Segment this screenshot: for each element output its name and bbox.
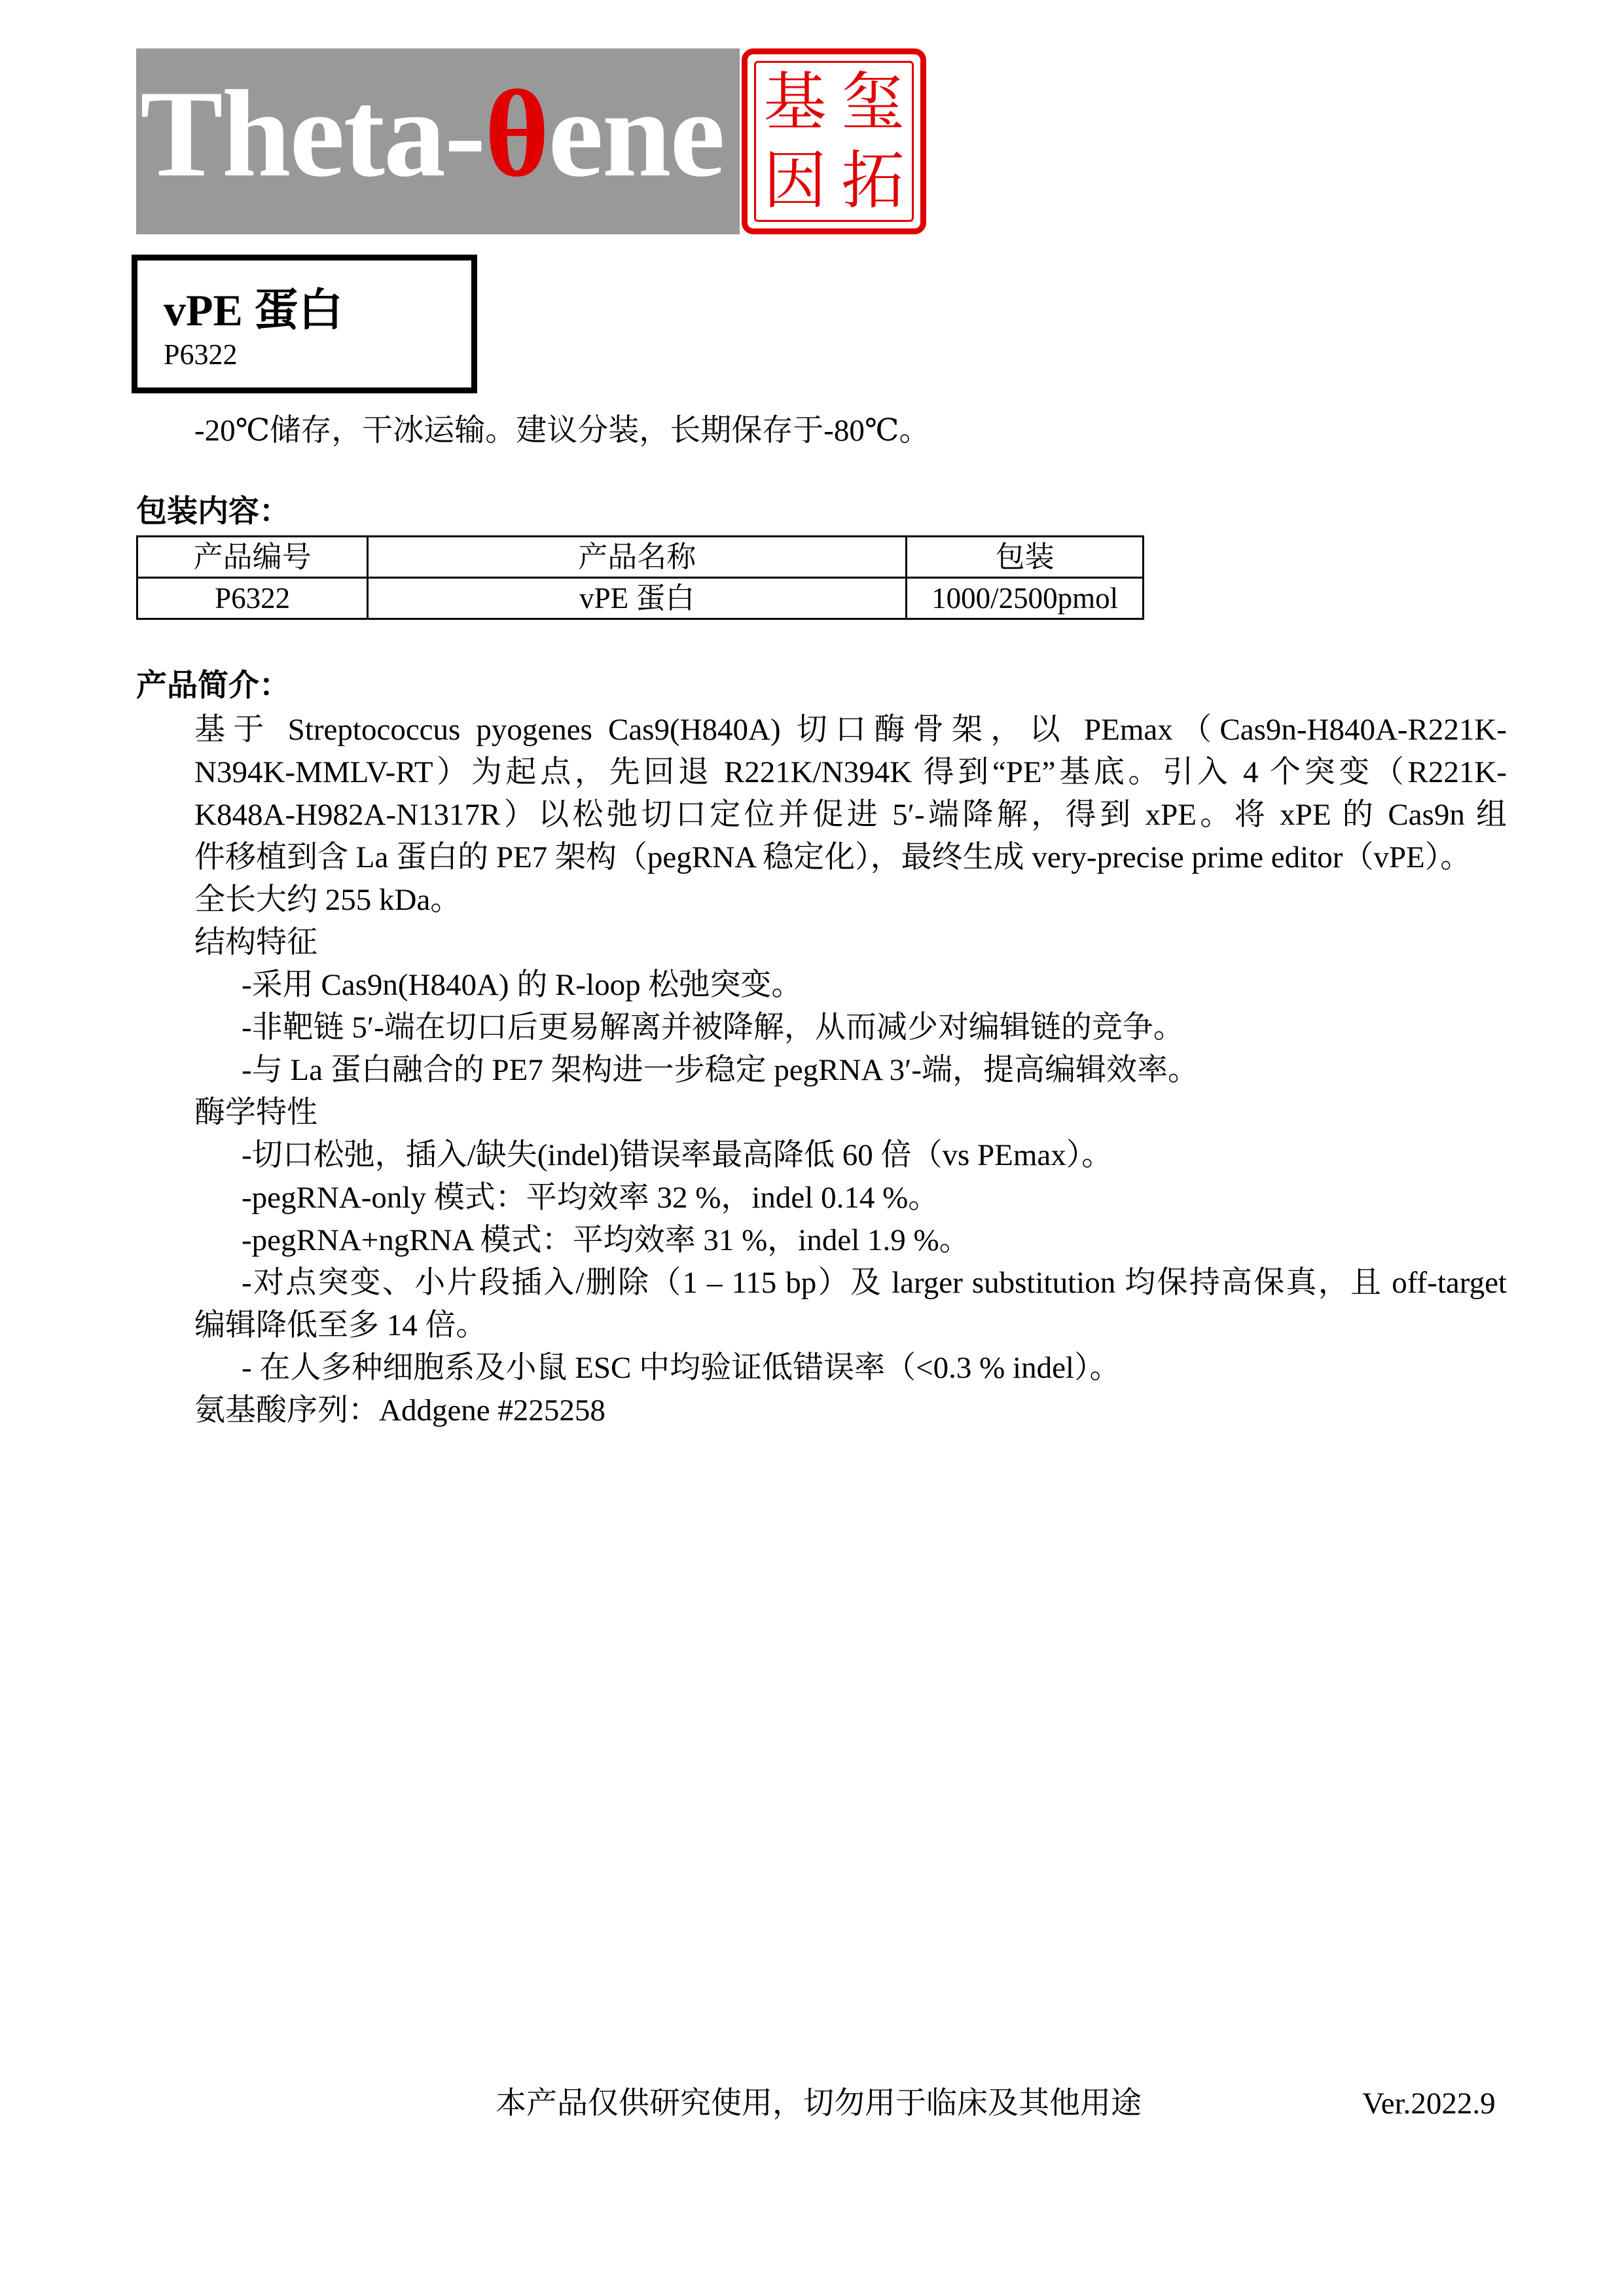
enzymology-item: -对点突变、小片段插入/删除（1 – 115 bp）及 larger substitution 均保持高保真，且 off-target — [242, 1266, 1507, 1300]
table-cell: vPE 蛋白 — [368, 578, 907, 619]
package-heading: 包装内容： — [136, 495, 290, 529]
product-name: vPE 蛋白 — [164, 285, 343, 335]
structure-item: -非靶链 5′-端在切口后更易解离并被降解，从而减少对编辑链的竞争。 — [242, 1011, 1184, 1045]
enzymology-item: -pegRNA-only 模式：平均效率 32 %，indel 0.14 %。 — [242, 1181, 939, 1215]
logo-seal: 基 玺 因 拓 — [742, 48, 926, 234]
intro-heading: 产品简介： — [136, 669, 290, 703]
table-cell: P6322 — [137, 578, 368, 619]
table-header: 包装 — [907, 537, 1144, 578]
intro-line: N394K-MMLV-RT）为起点，先回退 R221K/N394K 得到“PE”基底。引入 4 个突变（R221K- — [194, 755, 1507, 789]
footer-version: Ver.2022.9 — [1362, 2087, 1496, 2121]
section-heading-enzymology: 酶学特性 — [194, 1096, 317, 1130]
structure-item: -与 La 蛋白融合的 PE7 架构进一步稳定 pegRNA 3′-端，提高编辑效率。 — [242, 1053, 1199, 1087]
enzymology-item: -切口松弛，插入/缺失(indel)错误率最高降低 60 倍（vs PEmax）。 — [242, 1138, 1113, 1172]
product-code: P6322 — [164, 338, 238, 370]
product-title-box — [132, 255, 477, 393]
enzymology-item-cont: 编辑降低至多 14 倍。 — [194, 1308, 487, 1342]
enzymology-item: - 在人多种细胞系及小鼠 ESC 中均验证低错误率（<0.3 % indel）。 — [242, 1351, 1121, 1385]
package-table — [136, 535, 1144, 620]
intro-line: 件移植到含 La 蛋白的 PE7 架构（pegRNA 稳定化），最终生成 very-precise prime editor（vPE）。 — [194, 840, 1471, 874]
logo-wordmark: Theta-θene — [140, 65, 724, 203]
intro-line: K848A-H982A-N1317R）以松弛切口定位并促进 5′-端降解，得到 xPE。将 xPE 的 Cas9n 组 — [194, 798, 1507, 832]
table-cell: 1000/2500pmol — [907, 578, 1144, 619]
intro-line: 基于 Streptococcus pyogenes Cas9(H840A) 切口酶骨架，以 PEmax（Cas9n-H840A-R221K- — [194, 713, 1507, 747]
storage-note: -20℃储存，干冰运输。建议分装，长期保存于-80℃。 — [194, 414, 930, 448]
table-header: 产品名称 — [368, 537, 907, 578]
footer-disclaimer: 本产品仅供研究使用，切勿用于临床及其他用途 — [496, 2087, 1142, 2121]
table-header-row — [137, 537, 1144, 578]
structure-item: -采用 Cas9n(H840A) 的 R-loop 松弛突变。 — [242, 968, 803, 1002]
intro-line: 全长大约 255 kDa。 — [194, 883, 461, 917]
sequence-reference: 氨基酸序列：Addgene #225258 — [194, 1393, 605, 1427]
table-row — [137, 578, 1144, 619]
enzymology-item: -pegRNA+ngRNA 模式：平均效率 31 %，indel 1.9 %。 — [242, 1223, 970, 1257]
table-header: 产品编号 — [137, 537, 368, 578]
section-heading-structure: 结构特征 — [194, 925, 317, 960]
